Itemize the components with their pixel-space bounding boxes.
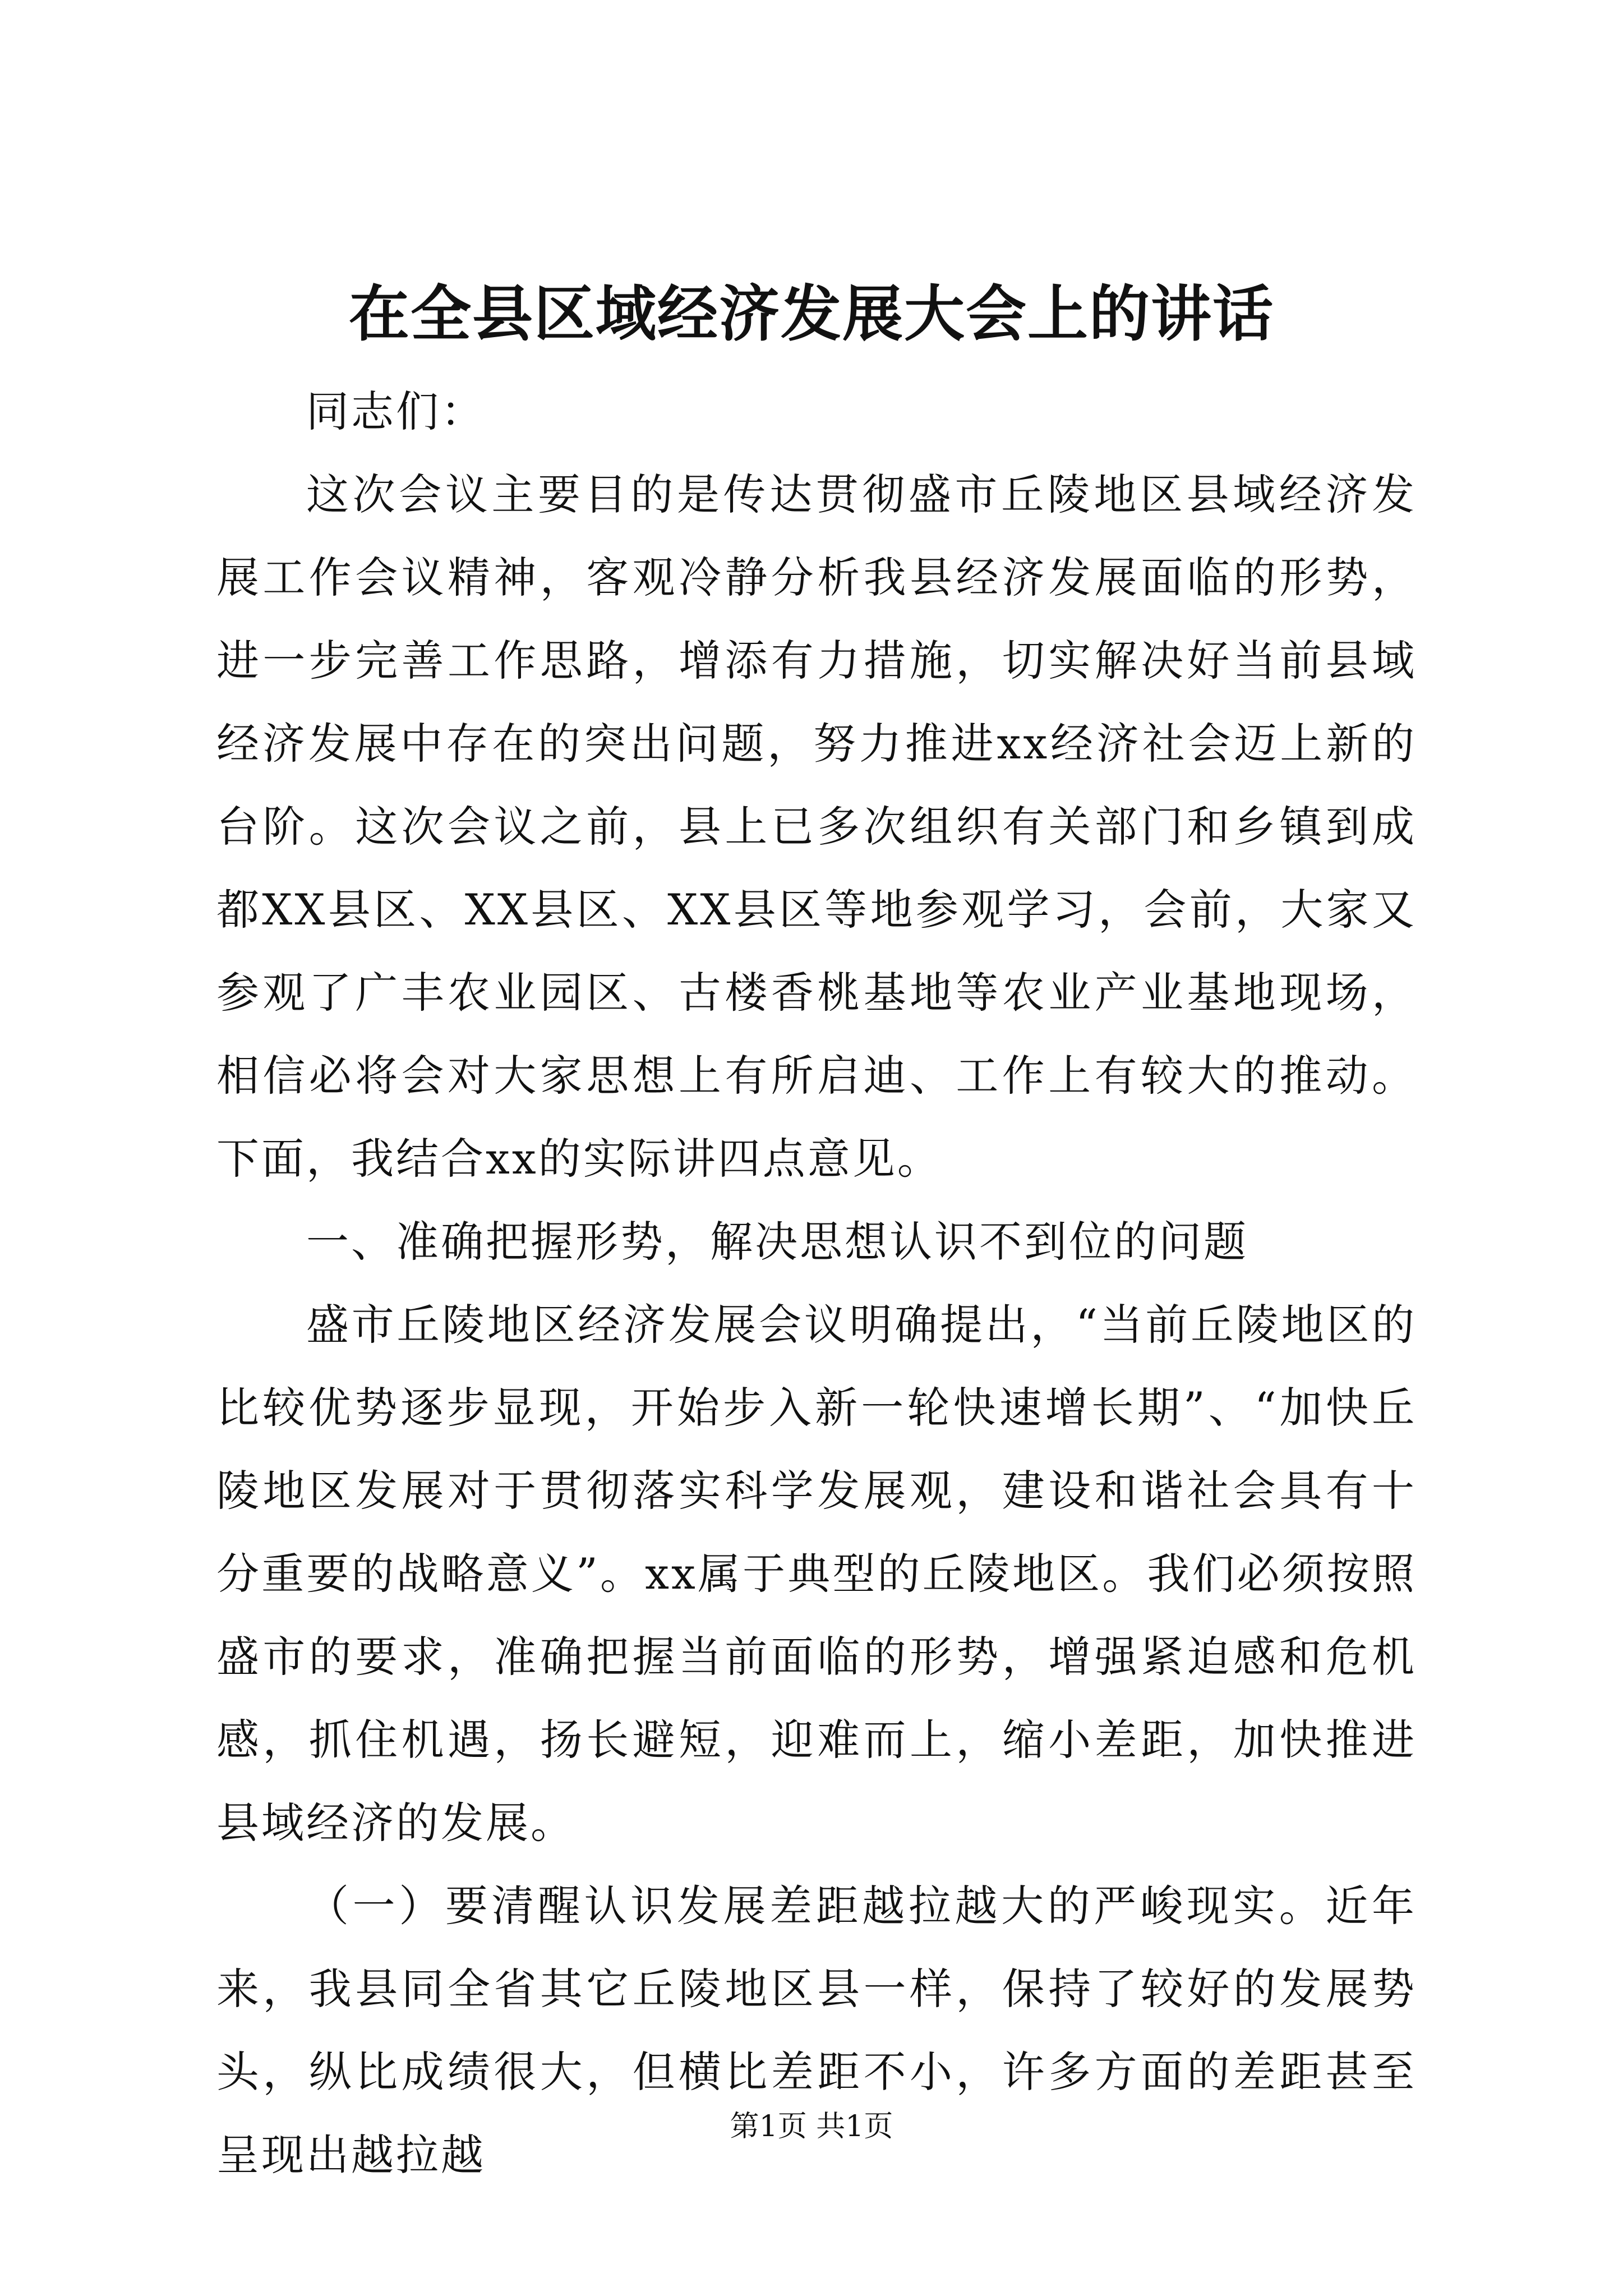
page-number-footer: 第1页 共1页: [730, 2110, 893, 2143]
section-heading-1: 一、准确把握形势，解决思想认识不到位的问题: [306, 1217, 1248, 1267]
paragraph-intro: 这次会议主要目的是传达贯彻盛市丘陵地区县域经济发展工作会议精神，客观冷静分析我县经济发展面临的形势，进一步完善工作思路，增添有力措施，切实解决好当前县域经济发展中存在的突出问题，努力推进xx经济社会迈上新的台阶。这次会议之前，县上已多次组织有关部门和乡镇到成都XX县区、XX县区、XX县区等地参观学习，会前，大家又参观了广丰农业园区、古楼香桃基地等农业产业基地现场，相信必将会对大家思想上有所启迪、工作上有较大的推动。下面，我结合xx的实际讲四点意见。: [216, 470, 1417, 1184]
document-body: [216, 370, 1417, 2197]
salutation: 同志们：: [306, 386, 486, 436]
document-title: 在全县区域经济发展大会上的讲话: [348, 279, 1274, 349]
paragraph-subsection-1: （一）要清醒认识发展差距越拉越大的严峻现实。近年来，我县同全省其它丘陵地区县一样，保持了较好的发展势头，纵比成绩很大，但横比差距不小，许多方面的差距甚至呈现出越拉越: [216, 1881, 1417, 2180]
paragraph-section-1: 盛市丘陵地区经济发展会议明确提出，“当前丘陵地区的比较优势逐步显现，开始步入新一轮快速增长期”、“加快丘陵地区发展对于贯彻落实科学发展观，建设和谐社会具有十分重要的战略意义”。xx属于典型的丘陵地区。我们必须按照盛市的要求，准确把握当前面临的形势，增强紧迫感和危机感，抓住机遇，扬长避短，迎难而上，缩小差距，加快推进县域经济的发展。: [216, 1300, 1417, 1848]
